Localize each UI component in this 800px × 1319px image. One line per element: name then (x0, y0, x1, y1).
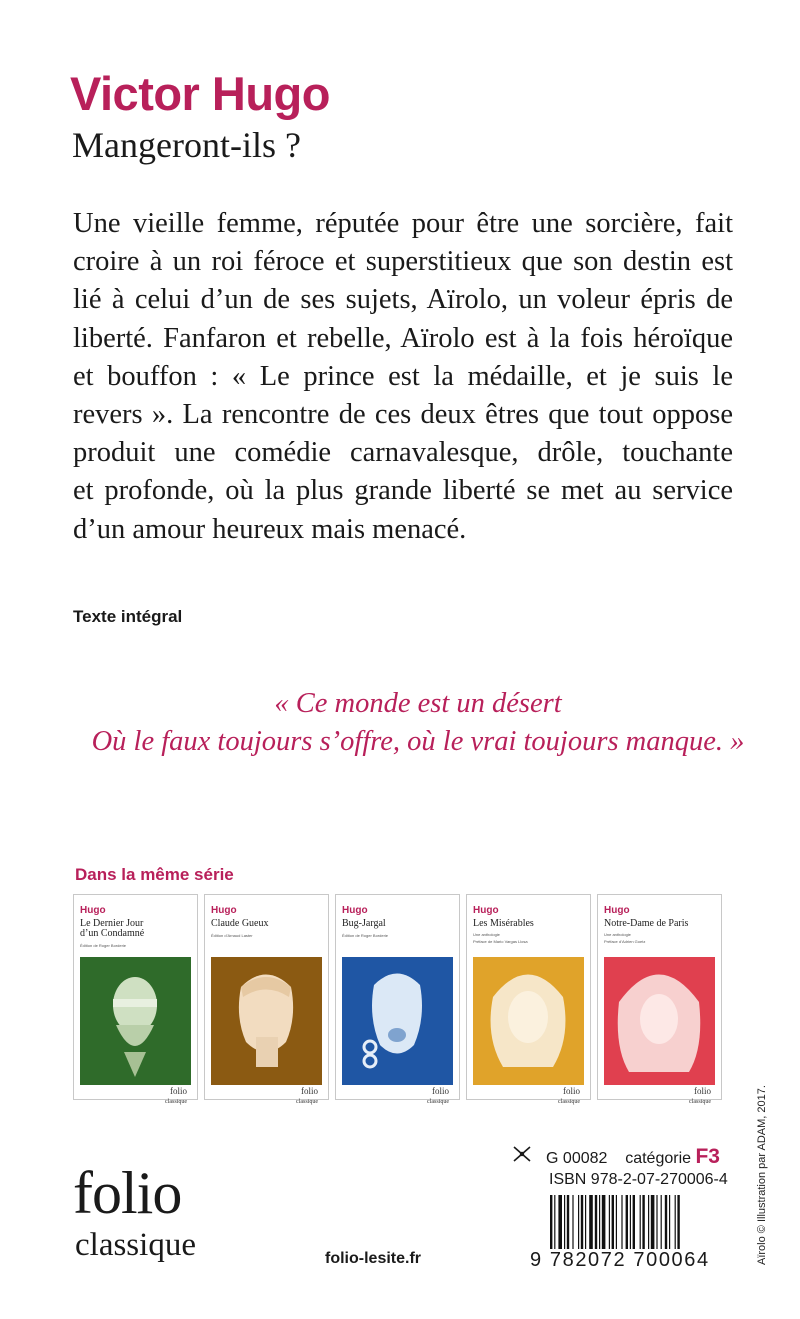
barcode-bar (554, 1195, 555, 1249)
texte-integral-label: Texte intégral (73, 607, 183, 626)
blurb-line: lié à celui d’un de ses sujets, Aïrolo, un voleur épris de (73, 284, 733, 316)
book-title-line: Notre-Dame de Paris (604, 918, 689, 929)
author-name: Victor Hugo (70, 67, 330, 120)
barcode-bar (602, 1195, 606, 1249)
barcode-bar (621, 1195, 622, 1249)
book-title (604, 919, 716, 929)
book-folio-logo: folio (694, 1086, 711, 1096)
isbn: ISBN 978-2-07-270006-4 (549, 1171, 728, 1188)
barcode-bar (677, 1195, 679, 1249)
barcode-bar (633, 1195, 635, 1249)
book-title (342, 919, 454, 929)
barcode-bar (585, 1195, 586, 1249)
barcode-bar (595, 1195, 597, 1249)
book-cover-illustration (604, 957, 715, 1085)
book-title-line: Le Dernier Jour (80, 918, 144, 929)
barcode-bar (661, 1195, 662, 1249)
series-heading: Dans la même série (75, 865, 234, 884)
book-folio-logo: folio (170, 1086, 187, 1096)
epigraph-quote (73, 685, 763, 761)
series-book-dernier-jour[interactable] (73, 894, 198, 1105)
blurb-line: revers ». La rencontre de ces deux êtres que tout oppose (73, 399, 733, 431)
barcode-digits: 9 782072 700064 (530, 1249, 710, 1271)
barcode-bar (564, 1195, 565, 1249)
book-subtitle-preface: Préface d’Adrien Goetz (604, 939, 646, 944)
barcode-bar (656, 1195, 657, 1249)
book-title-line: Bug-Jargal (342, 918, 386, 929)
barcode-bar (609, 1195, 610, 1249)
barcode-bar (640, 1195, 641, 1249)
series-book-bug-jargal[interactable] (335, 894, 460, 1105)
catalog-codes (546, 1145, 720, 1169)
book-classique-label: classique (558, 1099, 580, 1105)
blurb-line: et profonde, où la plus grande liberté se met au service (73, 475, 733, 507)
book-classique-label: classique (427, 1099, 449, 1105)
barcode-bar (630, 1195, 631, 1249)
barcode-bar (626, 1195, 628, 1249)
book-folio-logo: folio (301, 1086, 318, 1096)
barcode-bar (599, 1195, 600, 1249)
barcode-bar (558, 1195, 562, 1249)
barcode-bar (669, 1195, 670, 1249)
folio-logo: folio (73, 1160, 182, 1226)
book-subtitle: Une anthologie (473, 932, 500, 937)
book-subtitle: Édition de Roger Borderie (342, 933, 389, 938)
barcode-bar (581, 1195, 583, 1249)
blurb-line: produit une comédie carnavalesque, drôle, touchante (73, 437, 733, 469)
book-title-line: Les Misérables (473, 918, 534, 929)
book-cover-illustration (211, 957, 322, 1085)
g-code: G 00082 (546, 1150, 608, 1167)
book-cover-illustration (342, 957, 453, 1085)
book-subtitle: Édition de Roger Borderie (80, 943, 127, 948)
book-title: Mangeront-ils ? (72, 125, 301, 165)
book-title-line: Claude Gueux (211, 918, 269, 929)
quote-line: « Ce monde est un désert (274, 688, 562, 719)
book-title (473, 919, 585, 929)
publisher-website-link[interactable]: folio-lesite.fr (325, 1250, 422, 1267)
blurb-line: croire à un roi féroce et superstitieux que son destin est (73, 246, 733, 278)
barcode-bar (651, 1195, 655, 1249)
book-cover-illustration (473, 957, 584, 1085)
book-subtitle: Édition d’Arnaud Laster (211, 933, 253, 938)
barcode-bar (665, 1195, 667, 1249)
illustration-credit: Aïrolo © Illustration par ADAM, 2017. (756, 1085, 768, 1265)
blurb-line: liberté. Fanfaron et rebelle, Aïrolo est à la fois héroïque (73, 322, 733, 354)
categorie-label: catégorie (625, 1150, 692, 1167)
book-classique-label: classique (296, 1099, 318, 1105)
book-author: Hugo (342, 905, 368, 916)
series-book-notre-dame-de-paris[interactable] (597, 894, 722, 1105)
publisher-emblem-icon (510, 1145, 534, 1168)
book-author: Hugo (211, 905, 237, 916)
book-classique-label: classique (689, 1099, 711, 1105)
book-folio-logo: folio (432, 1086, 449, 1096)
barcode-bar (642, 1195, 644, 1249)
barcode-bar (567, 1195, 569, 1249)
quote-line: Où le faux toujours s’offre, où le vrai toujours manque. » (91, 726, 745, 757)
blurb-line: d’un amour heureux mais menacé. (73, 513, 467, 545)
barcode-bar (648, 1195, 649, 1249)
book-subtitle: Une anthologie (604, 932, 631, 937)
book-author: Hugo (80, 905, 106, 916)
barcode-bar (550, 1195, 552, 1249)
book-title (211, 919, 323, 929)
series-book-les-miserables[interactable] (466, 894, 591, 1105)
categorie-value: F3 (695, 1145, 720, 1168)
barcode-bar (589, 1195, 593, 1249)
blurb-line: Une vieille femme, réputée pour être une sorcière, fait (73, 208, 733, 239)
book-title (80, 919, 192, 939)
barcode-bar (616, 1195, 617, 1249)
blurb (73, 205, 733, 549)
book-author: Hugo (604, 905, 630, 916)
barcode-bar (675, 1195, 676, 1249)
series-book-claude-gueux[interactable] (204, 894, 329, 1105)
barcode-bar (572, 1195, 573, 1249)
book-cover-illustration (80, 957, 191, 1085)
book-subtitle-preface: Préface de Mario Vargas Llosa (473, 939, 528, 944)
book-author: Hugo (473, 905, 499, 916)
book-classique-label: classique (165, 1099, 187, 1105)
blurb-line: et bouffon : « Le prince est la médaille, et je suis le (73, 360, 733, 392)
book-title-line: d’un Condamné (80, 928, 145, 939)
classique-label: classique (75, 1227, 196, 1263)
book-folio-logo: folio (563, 1086, 580, 1096)
barcode-bar (612, 1195, 614, 1249)
barcode-bar (578, 1195, 579, 1249)
